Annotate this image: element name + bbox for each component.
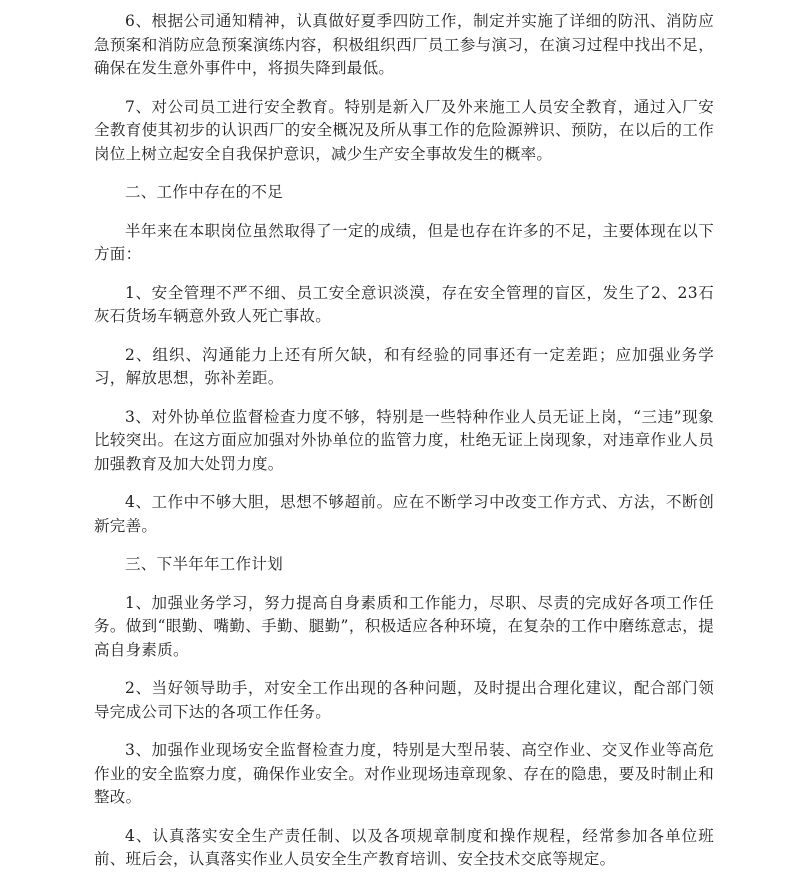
paragraph-shortcomings-intro: 半年来在本职岗位虽然取得了一定的成绩，但是也存在许多的不足，主要体现在以下方面： — [94, 221, 714, 263]
section-heading-plan: 三、下半年年工作计划 — [125, 555, 284, 573]
paragraph-plan-1: 1、加强业务学习，努力提高自身素质和工作能力，尽职、尽责的完成好各项工作任务。做到“眼勤、嘴勤、手勤、腿勤”，积极适应各种环境，在复杂的工作中磨练意志，提高自身素质。 — [94, 593, 714, 659]
paragraph-item-6: 6、根据公司通知精神，认真做好夏季四防工作，制定并实施了详细的防汛、消防应急预案和消防应急预案演练内容，积极组织西厂员工参与演习，在演习过程中找出不足，确保在发生意外事件中，将损失降到最低。 — [94, 12, 714, 77]
paragraph-plan-4: 4、认真落实安全生产责任制、以及各项规章制度和操作规程，经常参加各单位班前、班后会，认真落实作业人员安全生产教育培训、安全技术交底等规定。 — [94, 826, 714, 868]
paragraph-item-7: 7、对公司员工进行安全教育。特别是新入厂及外来施工人员安全教育，通过入厂安全教育使其初步的认识西厂的安全概况及所从事工作的危险源辨识、预防，在以后的工作岗位上树立起安全自我保护意识，减少生产安全事故发生的概率。 — [94, 97, 714, 163]
document-page — [94, 10, 714, 887]
paragraph-plan-3: 3、加强作业现场安全监督检查力度，特别是大型吊装、高空作业、交叉作业等高危作业的安全监察力度，确保作业安全。对作业现场违章现象、存在的隐患，要及时制止和整改。 — [94, 741, 714, 806]
paragraph-shortcoming-3: 3、对外协单位监督检查力度不够，特别是一些特种作业人员无证上岗，“三违”现象比较突出。在这方面应加强对外协单位的监管力度，杜绝无证上岗现象，对违章作业人员加强教育及加大处罚力度。 — [94, 407, 714, 473]
paragraph-shortcoming-4: 4、工作中不够大胆，思想不够超前。应在不断学习中改变工作方式、方法，不断创新完善。 — [94, 493, 714, 535]
paragraph-plan-2: 2、当好领导助手，对安全工作出现的各种问题，及时提出合理化建议，配合部门领导完成公司下达的各项工作任务。 — [94, 679, 714, 721]
paragraph-shortcoming-2: 2、组织、沟通能力上还有所欠缺，和有经验的同事还有一定差距；应加强业务学习，解放思想，弥补差距。 — [94, 345, 714, 387]
paragraph-shortcoming-1: 1、安全管理不严不细、员工安全意识淡漠，存在安全管理的盲区，发生了2、23石灰石货场车辆意外致人死亡事故。 — [94, 283, 714, 325]
section-heading-shortcomings: 二、工作中存在的不足 — [125, 183, 284, 201]
